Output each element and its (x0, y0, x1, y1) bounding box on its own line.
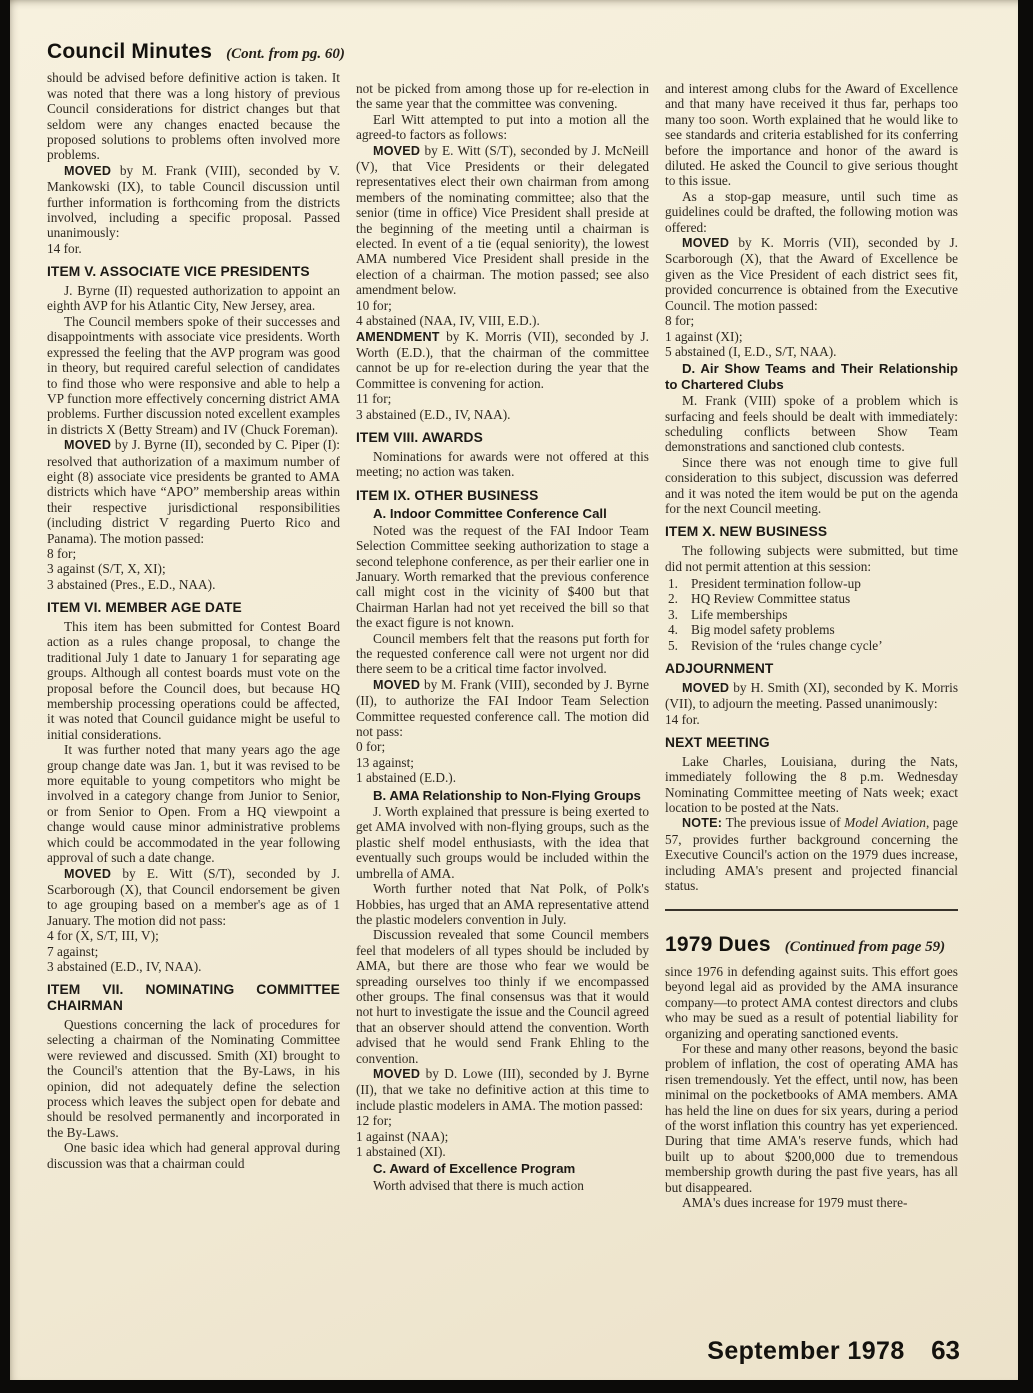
paragraph: MOVED by K. Morris (VII), seconded by J. Scarborough (X), that the Award of Excellence be given as the Vice President of each district sees fit, provided concurrence is obtained from the Executive Council. The motion passed: (665, 235, 958, 313)
paragraph: J. Worth explained that pressure is being exerted to get AMA involved with non-flying groups, such as the plastic shelf model enthusiasts, with the idea that eventually such groups would be included within the umbrella of AMA. (356, 804, 649, 881)
paragraph: MOVED by E. Witt (S/T), seconded by J. McNeill (V), that Vice Presidents or their delegated representatives elect their own chairman from among members of the nominating committee; also that the senior (time in office) Vice President shall preside at the beginning of the meeting until a chairman is elected. In event of a tie (equal seniority), the lowest AMA numbered Vice President shall preside in the election of a chairman. The motion passed; see also amendment below. (356, 142, 649, 298)
subsection-heading: C. Award of Excellence Program (373, 1161, 576, 1177)
agenda-item: 1. President termination follow-up (668, 575, 861, 591)
paragraph: Worth further noted that Nat Polk, of Polk's Hobbies, has urged that an AMA representative attend the plastic modelers convention in July. (356, 881, 649, 927)
paragraph: AMENDMENT by K. Morris (VII), seconded by J. Worth (E.D.), that the chairman of the committee cannot be up for re-election during the year that the Committee is convening for action. (356, 328, 649, 391)
paragraph: The Council members spoke of their successes and disappointments with associate vice presidents. Worth expressed the feeling that the AVP program was good in theory, but required careful selection of candidates to find those who were responsive and able to help a VP function more effectively concerning district AMA problems. Further discussion noted excellent examples in districts X (Betty Stream) and IV (Chuck Foreman). (47, 313, 340, 437)
agenda-item: 3. Life memberships (668, 606, 788, 622)
paragraph: Noted was the request of the FAI Indoor Team Selection Committee seeking authorization to stage a second telephone conference, as per their earlier one in January. Worth remarked that the previous conference call might cost in the vicinity of $400 but that Chairman Harlan had not yet received the bill so that the exact figure is not known. (356, 522, 649, 631)
paragraph: Worth advised that there is much action (373, 1177, 584, 1193)
article-title: Council Minutes (47, 40, 213, 63)
section-heading: ITEM VIII. AWARDS (356, 429, 483, 445)
magazine-page (10, 0, 1018, 1380)
continued-from-note: (Continued from page 59) (784, 939, 946, 956)
paragraph: MOVED by H. Smith (XI), seconded by K. Morris (VII), to adjourn the meeting. Passed unanimously: (665, 679, 958, 712)
footer-page-number: 63 (931, 1335, 960, 1365)
vote-tally-line: 14 for. (665, 711, 700, 727)
article-header-1979-dues (665, 933, 958, 957)
paragraph: Nominations for awards were not offered at this meeting; no action was taken. (356, 448, 649, 480)
vote-tally-line: 5 abstained (I, E.D., S/T, NAA). (665, 343, 837, 359)
agenda-item: 5. Revision of the ‘rules change cycle’ (668, 637, 883, 653)
vote-tally-line: 8 for; (47, 545, 77, 561)
section-heading: ITEM VI. MEMBER AGE DATE (47, 600, 242, 616)
continued-from-note: (Cont. from pg. 60) (226, 46, 345, 62)
subsection-heading: D. Air Show Teams and Their Relationship to Chartered Clubs (665, 361, 958, 392)
paragraph: NOTE: The previous issue of Model Aviation, page 57, provides further background concerning the Executive Council's action on the 1979 dues increase, including AMA's present and projected financial status. (665, 815, 958, 894)
vote-tally-line: 3 abstained (E.D., IV, NAA). (356, 406, 511, 422)
paragraph: since 1976 in defending against suits. This effort goes beyond legal aid as provided by the AMA insurance company—to protect AMA contest directors and clubs who may be sued as a result of potential liability for organizing and operating sanctioned events. (665, 963, 958, 1041)
section-heading: ITEM VII. NOMINATING COMMITTEE CHAIRMAN (47, 982, 340, 1014)
paragraph: M. Frank (VIII) spoke of a problem which is surfacing and feels should be dealt with immediately: scheduling conflicts between Show Team demonstrations and sanctioned club contests. (665, 393, 958, 455)
section-heading: ITEM X. NEW BUSINESS (665, 524, 828, 540)
vote-tally-line: 10 for; (356, 297, 392, 313)
paragraph: MOVED by M. Frank (VIII), seconded by J. Byrne (II), to authorize the FAI Indoor Team Selection Committee requested conference call. The motion did not pass: (356, 676, 649, 740)
paragraph: Questions concerning the lack of procedures for selecting a chairman of the Nominating Committee were reviewed and discussed. Smith (XI) brought to the Council's attention that the By-Laws, in his opinion, did not adequately define the selection process which leaves the subject open for debate and should be resolved permanently and incorporated in the By-Laws. (47, 1016, 340, 1140)
agenda-item: 2. HQ Review Committee status (668, 591, 851, 607)
vote-tally-line: 12 for; (356, 1113, 392, 1129)
page-content (47, 40, 959, 1210)
paragraph: This item has been submitted for Contest Board action as a rules change proposal, to change the traditional July 1 date to January 1 for separating age groups. Although all contest boards must vote on the proposal before the Council does, but because HQ membership processing operations could be affected, it was noted that Council guidance might be useful to initial considerations. (47, 619, 340, 742)
section-heading: ITEM IX. OTHER BUSINESS (356, 487, 539, 503)
paragraph: MOVED by M. Frank (VIII), seconded by V. Mankowski (IX), to table Council discussion until further information is forthcoming from the districts involved, including a specific proposal. Passed unanimously: (47, 162, 340, 241)
paragraph: One basic idea which had general approval during discussion was that a chairman could (47, 1140, 340, 1171)
paragraph: not be picked from among those up for re-election in the same year that the committee was convening. (356, 81, 649, 112)
article-header-council-minutes (47, 40, 345, 63)
vote-tally-line: 3 abstained (Pres., E.D., NAA). (47, 576, 216, 592)
paragraph: should be advised before definitive action is taken. It was noted that there was a long history of previous Council considerations for district changes but that seldom were any changes enacted because the proposed solutions to problems often involved more problems. (47, 70, 340, 163)
vote-tally-line: 11 for; (356, 391, 392, 407)
divider-rule (665, 909, 958, 911)
paragraph: Discussion revealed that some Council members feel that modelers of all types should be included by AMA, but there are those who fear we would be spreading ourselves too thinly if we encompassed other groups. The final consensus was that it would not hurt to investigate the issue and the Council agreed that an observer should attend the convention. Worth advised that he would send Frank Ehling to the convention. (356, 927, 649, 1066)
paragraph: MOVED by D. Lowe (III), seconded by J. Byrne (II), that we take no definitive action at this time to include plastic modelers in AMA. The motion passed: (356, 1065, 649, 1113)
vote-tally-line: 13 against; (356, 754, 414, 770)
section-heading: NEXT MEETING (665, 735, 770, 751)
vote-tally-line: 7 against; (47, 943, 99, 959)
agenda-item: 4. Big model safety problems (668, 622, 835, 638)
vote-tally-line: 3 against (S/T, X, XI); (47, 561, 166, 577)
paragraph: MOVED by E. Witt (S/T), seconded by J. Scarborough (X), that Council endorsement be given to age grouping based on a member's age as of 1 January. The motion did not pass: (47, 865, 340, 928)
vote-tally-line: 1 abstained (XI). (356, 1144, 446, 1159)
vote-tally-line: 8 for; (665, 313, 695, 329)
paragraph: and interest among clubs for the Award of Excellence and that many have received it thus far, perhaps too many too soon. Worth explained that he would like to see standards and criteria established for its conferring before the importance and honor of the award is diluted. He asked the Council to give serious thought to this issue. (665, 81, 958, 189)
paragraph: Earl Witt attempted to put into a motion all the agreed-to factors as follows: (356, 111, 649, 143)
paragraph: It was further noted that many years ago the age group change date was Jan. 1, but it was revised to be more equitable to young competitors who might be involved in a category change from Junior to Senior, or from Senior to Open. From a HQ viewpoint a change would cause minor administrative problems which could be accommodated in the year following approval of such a date change. (47, 742, 340, 866)
paragraph: AMA's dues increase for 1979 must there- (682, 1194, 908, 1210)
paragraph: The following subjects were submitted, but time did not permit attention at this session: (665, 543, 958, 574)
paragraph: For these and many other reasons, beyond the basic problem of inflation, the cost of operating AMA has risen tremendously. Yet the effect, until now, has been minimal on the pocketbooks of AMA members. AMA has held the line on dues for six years, during a period of the worst inflation this country has yet experienced. During that time AMA's reserve funds, which had built up to about $200,000 due to tremendous membership growth during the past five years, has all but disappeared. (665, 1040, 958, 1195)
vote-tally-line: 0 for; (356, 739, 386, 755)
page-footer (707, 1335, 960, 1366)
text-column-3 (665, 44, 958, 1210)
vote-tally-line: 4 abstained (NAA, IV, VIII, E.D.). (356, 313, 540, 329)
paragraph: Since there was not enough time to give full consideration to this subject, discussion was deferred and it was noted the item would be put on the agenda for the next Council meeting. (665, 454, 958, 516)
vote-tally-line: 14 for. (47, 240, 82, 256)
paragraph: Lake Charles, Louisiana, during the Nats, immediately following the 8 p.m. Wednesday Nominating Committee meeting of Nats week; exact location to be posted at the Nats. (665, 753, 958, 816)
paragraph: J. Byrne (II) requested authorization to appoint an eighth AVP for his Atlantic City, New Jersey, area. (47, 283, 340, 314)
vote-tally-line: 1 against (NAA); (356, 1128, 449, 1144)
vote-tally-line: 3 abstained (E.D., IV, NAA). (47, 958, 202, 974)
vote-tally-line: 1 against (XI); (665, 328, 743, 344)
subsection-heading: B. AMA Relationship to Non-Flying Groups (373, 787, 641, 803)
subsection-heading: A. Indoor Committee Conference Call (373, 506, 607, 522)
vote-tally-line: 4 for (X, S/T, III, V); (47, 928, 159, 944)
section-heading: ADJOURNMENT (665, 661, 774, 677)
paragraph: As a stop-gap measure, until such time as guidelines could be drafted, the following motion was offered: (665, 188, 958, 235)
agenda-list (665, 576, 958, 653)
footer-issue-date: September 1978 (707, 1337, 905, 1365)
paragraph: Council members felt that the reasons put forth for the requested conference call were not urgent nor did there seem to be a critical time factor involved. (356, 630, 649, 677)
paragraph: MOVED by J. Byrne (II), seconded by C. Piper (I): resolved that authorization of a maximum number of eight (8) associate vice presidents be granted to AMA districts which have “APO” membership areas within their respective jurisdictional responsibilities (including district V regarding Puerto Rico and Panama). The motion passed: (47, 437, 340, 546)
section-heading: ITEM V. ASSOCIATE VICE PRESIDENTS (47, 264, 310, 280)
text-column-2 (356, 44, 649, 1210)
article-title: 1979 Dues (665, 933, 771, 957)
text-column-1 (47, 40, 345, 1210)
vote-tally-line: 1 abstained (E.D.). (356, 770, 457, 786)
